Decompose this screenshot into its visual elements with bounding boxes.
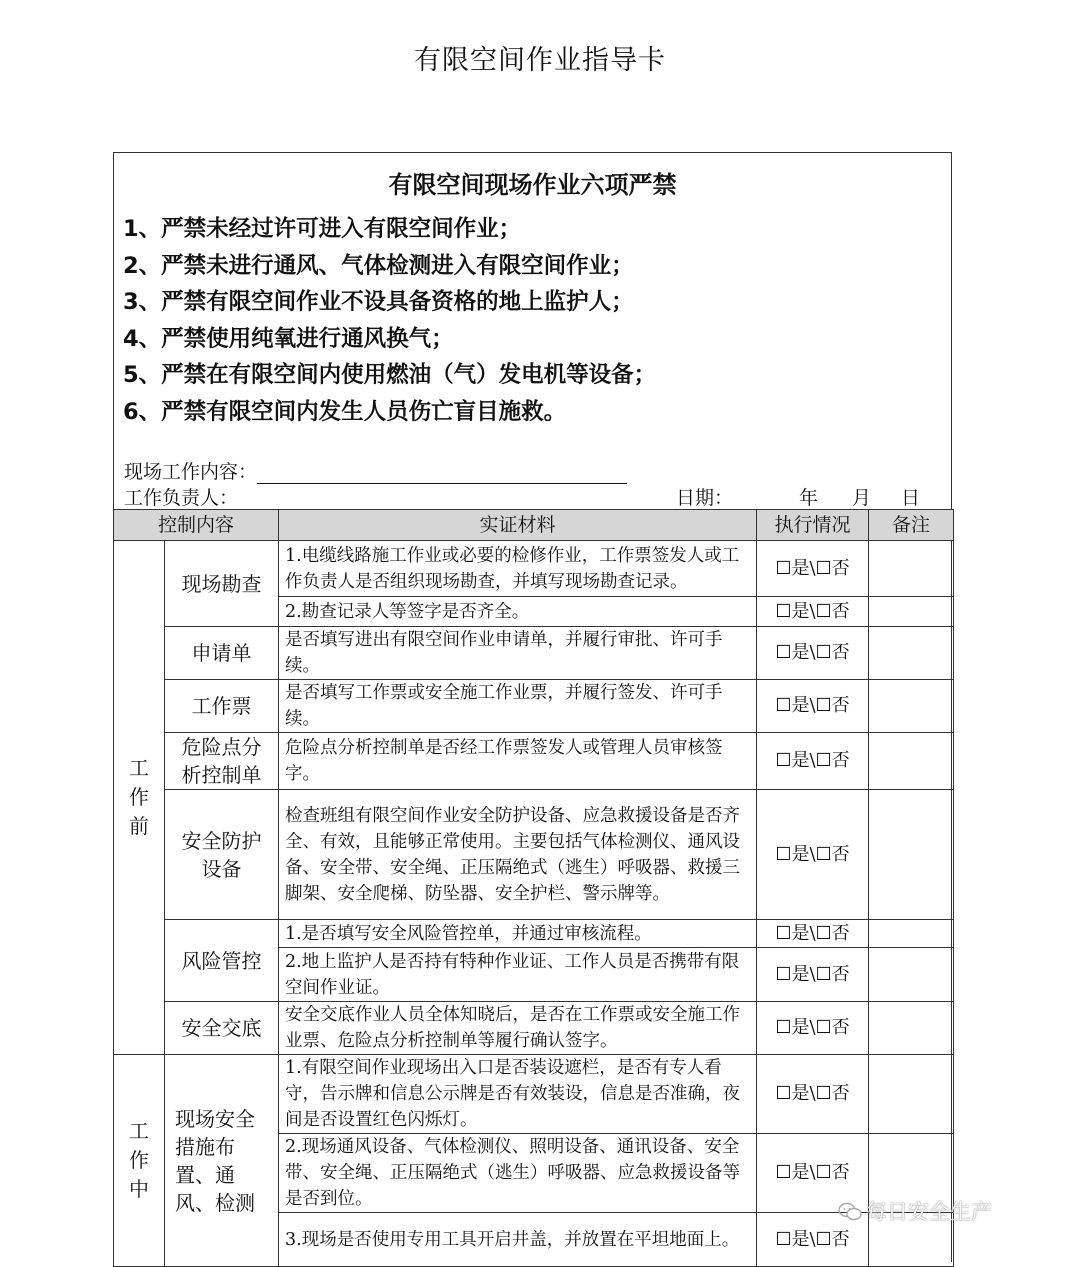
note-cell[interactable] [869,541,954,597]
year-blank[interactable] [733,489,799,510]
prohibitions-title: 有限空间现场作业六项严禁 [388,171,677,199]
status-check[interactable]: ☐是\☐否 [757,1002,869,1055]
table-row [114,733,954,790]
status-check[interactable]: ☐是\☐否 [757,680,869,733]
date-field [676,483,920,510]
evidence-cell: 1.有限空间作业现场出入口是否装设遮栏，是否有专人看守，告示牌和信息公示牌是否有效装设，信息是否准确，夜间是否设置红色闪烁灯。 [279,1055,757,1134]
status-check[interactable]: ☐是\☐否 [757,541,869,597]
status-check[interactable]: ☐是\☐否 [757,1213,869,1267]
header-status: 执行情况 [757,510,869,541]
responsible-label: 工作负责人： [124,487,239,509]
status-check[interactable]: ☐是\☐否 [757,597,869,627]
work-content-field [124,457,627,484]
evidence-cell: 危险点分析控制单是否经工作票签发人或管理人员审核签字。 [279,733,757,790]
note-cell[interactable] [869,1055,954,1134]
header-notes: 备注 [869,510,954,541]
item-briefing: 安全交底 [165,1002,279,1055]
evidence-cell: 2.地上监护人是否持有特种作业证、工作人员是否携带有限空间作业证。 [279,948,757,1002]
status-check[interactable]: ☐是\☐否 [757,790,869,920]
note-cell[interactable] [869,680,954,733]
evidence-cell: 2.现场通风设备、气体检测仪、照明设备、通讯设备、安全带、安全绳、正压隔绝式（逃生）呼吸器、应急救援设备等是否到位。 [279,1134,757,1213]
item-application: 申请单 [165,627,279,680]
watermark-text: 每日安全生产 [866,1200,992,1224]
prohibition-item: 5、严禁在有限空间内使用燃油（气）发电机等设备； [123,362,657,388]
status-check[interactable]: ☐是\☐否 [757,920,869,948]
day-blank[interactable] [871,489,901,510]
prohibition-item: 6、严禁有限空间内发生人员伤亡盲目施救。 [123,398,567,425]
table-header-row [114,510,954,541]
date-label: 日期： [676,487,734,509]
note-cell[interactable] [869,790,954,920]
evidence-cell: 1.是否填写安全风险管控单，并通过审核流程。 [279,920,757,948]
guidance-card [113,152,952,1262]
evidence-cell: 是否填写工作票或安全施工作业票，并履行签发、许可手续。 [279,680,757,733]
evidence-cell: 检查班组有限空间作业安全防护设备、应急救援设备是否齐全、有效，且能够正常使用。主要包括气体检测仪、通风设备、安全带、安全绳、正压隔绝式（逃生）呼吸器、救援三脚架、安全爬梯、防坠器、安全护栏、警示牌等。 [279,790,757,920]
phase-before: 工作前 [114,541,165,1055]
note-cell[interactable] [869,948,954,1002]
table-row [114,541,954,597]
evidence-cell: 是否填写进出有限空间作业申请单，并履行审批、许可手续。 [279,627,757,680]
evidence-cell: 安全交底作业人员全体知晓后，是否在工作票或安全施工作业票、危险点分析控制单等履行确认签字。 [279,1002,757,1055]
prohibition-item: 1、严禁未经过许可进入有限空间作业； [123,216,522,242]
table-row [114,680,954,733]
note-cell[interactable] [869,627,954,680]
item-hazard: 危险点分析控制单 [165,733,279,790]
status-check[interactable]: ☐是\☐否 [757,1055,869,1134]
prohibitions-list [123,211,656,430]
work-content-blank[interactable] [257,463,627,484]
status-check[interactable]: ☐是\☐否 [757,1134,869,1213]
year-label: 年 [799,487,819,509]
wechat-icon [838,1202,862,1222]
note-cell[interactable] [869,733,954,790]
evidence-cell: 2.勘查记录人等签字是否齐全。 [279,597,757,627]
work-content-label: 现场工作内容： [124,461,258,483]
watermark [838,1196,992,1226]
month-label: 月 [852,487,872,509]
prohibition-item: 4、严禁使用纯氧进行通风换气； [123,325,454,352]
item-protection: 安全防护设备 [165,790,279,920]
phase-during: 工作中 [114,1055,165,1267]
header-evidence: 实证材料 [279,510,757,541]
responsible-field [124,483,434,510]
prohibition-item: 2、严禁未进行通风、气体检测进入有限空间作业； [123,252,634,279]
table-row [114,627,954,680]
table-row [114,1002,954,1055]
table-row [114,1055,954,1134]
item-site-safety: 现场安全措施布置、通风、检测 [165,1055,279,1267]
note-cell[interactable] [869,920,954,948]
table-row [114,920,954,948]
month-blank[interactable] [818,489,852,510]
evidence-cell: 1.电缆线路施工作业或必要的检修作业，工作票签发人或工作负责人是否组织现场勘查，并填写现场勘查记录。 [279,541,757,597]
note-cell[interactable] [869,1002,954,1055]
table-row [114,790,954,920]
control-table [113,509,954,1267]
note-cell[interactable] [869,597,954,627]
prohibition-item: 3、严禁有限空间作业不设具备资格的地上监护人； [123,289,634,315]
item-ticket: 工作票 [165,680,279,733]
day-label: 日 [901,487,921,509]
document-title: 有限空间作业指导卡 [414,45,666,76]
responsible-blank[interactable] [238,489,434,510]
status-check[interactable]: ☐是\☐否 [757,733,869,790]
item-survey: 现场勘查 [165,541,279,627]
status-check[interactable]: ☐是\☐否 [757,627,869,680]
item-risk: 风险管控 [165,920,279,1002]
status-check[interactable]: ☐是\☐否 [757,948,869,1002]
header-control: 控制内容 [114,510,279,541]
evidence-cell: 3.现场是否使用专用工具开启井盖，并放置在平坦地面上。 [279,1213,757,1267]
